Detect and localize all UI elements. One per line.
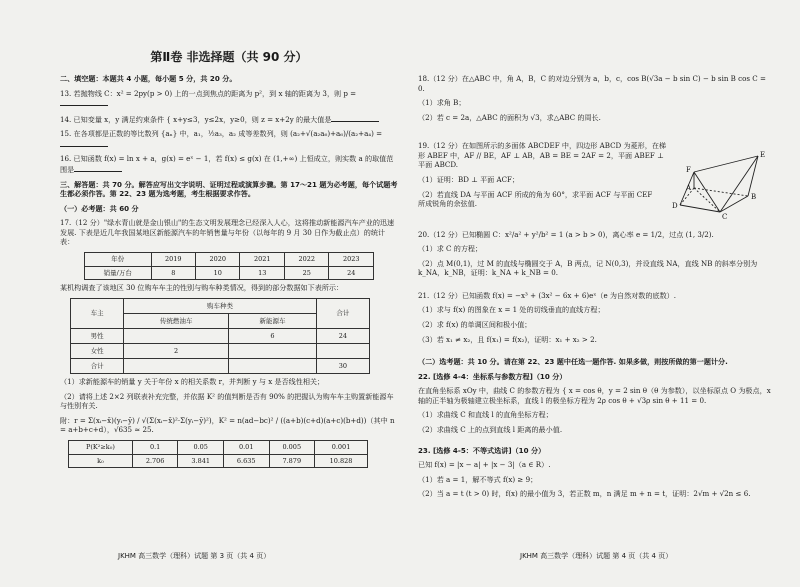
section-title: 第Ⅱ卷 非选择题（共 90 分）	[150, 50, 308, 64]
table-row: 传统燃油车 新能源车	[71, 313, 370, 328]
fill-in-heading: 二、填空题：本题共 4 小题，每小题 5 分，共 20 分。	[60, 74, 237, 83]
table-row: P(K²≥k₀) 0.1 0.05 0.01 0.005 0.001	[69, 440, 368, 454]
table-row: 女性 2	[71, 343, 370, 358]
appendix-formula: 附：r = Σ(xᵢ−x̄)(yᵢ−ȳ) / √(Σ(xᵢ−x̄)²·Σ(yᵢ−ȳ)²)，K² = n(ad−bc)² / ((a+b)(c+d)(a+c)(b+d))（其中 n = a+b+c+d），√635 ≈ 25.	[60, 415, 395, 435]
answer-blank	[60, 98, 108, 106]
question-21-part-2: （2）求 f(x) 的单调区间和极小值；	[418, 320, 532, 329]
question-19-part-2: （2）若直线 DA 与平面 ACF 所成的角为 60°，求平面 ACF 与平面 CEF 所成锐角的余弦值.	[418, 189, 653, 209]
table-row: 车主 购车种类 合计	[71, 298, 370, 313]
question-17-part-1: （1）求新能源车的销量 y 关于年份 x 的相关系数 r，并判断 y 与 x 是否线性相关；	[60, 376, 325, 386]
left-footer: JKHM 高三数学（理科）试题 第 3 页（共 4 页）	[118, 552, 271, 560]
question-17-survey: 某机构调查了该地区 30 位购车车主的性别与购车种类情况，得到的部分数据如下表所示：	[60, 283, 344, 293]
table-row: 年份 2019 2020 2021 2022 2023	[85, 252, 374, 266]
critical-value-table	[68, 440, 368, 469]
answer-blank	[74, 164, 122, 172]
question-18: 18.（12 分）在△ABC 中，角 A，B，C 的对边分别为 a，b，c，cos B(√3a − b sin C) − b sin B cos C = 0.	[418, 74, 766, 93]
solution-heading: 三、解答题：共 70 分。解答应写出文字说明、证明过程或演算步骤。第 17～21 题为必考题，每个试题考生都必须作答。第 22、23 题为选考题，考生根据要求作答。	[60, 179, 398, 199]
question-21: 21.（12 分）已知函数 f(x) = −x³ + (3x² − 6x + 6)eˣ（e 为自然对数的底数）.	[418, 290, 677, 300]
question-18-part-1: （1）求角 B；	[418, 98, 466, 108]
right-footer: JKHM 高三数学（理科）试题 第 4 页（共 4 页）	[520, 552, 673, 560]
question-20-part-1: （1）求 C 的方程；	[418, 244, 483, 254]
required-subheading: （一）必考题：共 60 分	[60, 203, 139, 213]
label-B: B	[751, 193, 757, 201]
question-20: 20.（12 分）已知椭圆 C：x²/a² + y²/b² = 1 (a > b > 0)，离心率 e = 1/2，过点 (1, 3/2).	[418, 229, 714, 239]
question-22-part-2: （2）求曲线 C 上的点到直线 l 距离的最小值.	[418, 424, 563, 434]
question-23-part-1: （1）若 a = 1，解不等式 f(x) ≥ 9；	[418, 474, 538, 484]
question-20-part-2: （2）点 M(0,1)，过 M 的直线与椭圆交于 A，B 两点，记 N(0,3)，并设直线 NA，直线 NB 的斜率分别为 k_NA，k_NB，证明：k_NA + k_NB = 0.	[418, 258, 758, 278]
question-22: 在直角坐标系 xOy 中，曲线 C 的参数方程为 { x = cos θ，y = 2 sin θ（θ 为参数），以坐标原点 O 为极点，x 轴的正半轴为极轴建立极坐标系，直线 l 的极坐标方程为 2ρ cos θ + √3ρ sin θ + 11 = 0.	[418, 386, 771, 405]
label-A: A	[686, 184, 692, 192]
question-18-part-2: （2）若 c = 2a，△ABC 的面积为 √3，求△ABC 的周长.	[418, 112, 601, 122]
question-19-part-1: （1）证明：BD ⊥ 平面 ACF；	[418, 174, 520, 184]
question-23-part-2: （2）当 a = t (t > 0) 时，f(x) 的最小值为 3，若正数 m，n 满足 m + n = t，证明：2√m + √2n ≤ 6.	[418, 489, 751, 499]
question-22-heading: 22. [选修 4-4：坐标系与参数方程]（10 分）	[418, 371, 567, 381]
question-13: 13. 若抛物线 C：x² = 2py(p > 0) 上的一点到焦点的距离为 p²，到 x 轴的距离为 3，则 p =	[60, 89, 398, 109]
label-C: C	[722, 213, 728, 220]
answer-blank	[60, 139, 108, 147]
contingency-table	[70, 298, 370, 374]
question-19: 19.（12 分）在如图所示的多面体 ABCDEF 中，四边形 ABCD 为菱形，在梯形 ABEF 中，AF // BE，AF ⊥ AB，AB = BE = 2AF = 2，平面 ABEF ⊥ 平面 ABCD.	[418, 141, 667, 170]
answer-blank	[331, 114, 379, 122]
table-row: 合计 30	[71, 358, 370, 373]
question-21-part-1: （1）求与 f(x) 的图象在 x = 1 处的切线垂直的直线方程；	[418, 305, 605, 315]
question-16: 16. 已知函数 f(x) = ln x + a，g(x) = eˣ − 1，若 f(x) ≤ g(x) 在 (1,+∞) 上恒成立，则实数 a 的取值范围是	[60, 154, 394, 174]
question-17-intro: 17.（12 分）"绿水青山就是金山银山"的生态文明发展理念已经深入人心，这将推动新能源汽车产业的迅速发展. 下表是近几年我国某地区新能源汽车的年销售量与年份（以每年的 9 月 30 日作为截止点）的统计表：	[60, 218, 395, 247]
question-15: 15. 在各项都是正数的等比数列 {aₙ} 中，a₁，½a₃，a₂ 成等差数列，则 (a₂+√(a₂a₆)+a₆)/(a₂+a₄) =	[60, 129, 398, 149]
table-row: k₀ 2.706 3.841 6.635 7.879 10.828	[69, 454, 368, 468]
question-23-heading: 23. [选修 4-5：不等式选讲]（10 分）	[418, 445, 546, 455]
question-22-part-1: （1）求曲线 C 和直线 l 的直角坐标方程；	[418, 410, 553, 420]
question-21-part-3: （3）若 x₁ ≠ x₂，且 f(x₁) = f(x₂)，证明：x₁ + x₂ > 2.	[418, 334, 597, 344]
elective-heading: （二）选考题：共 10 分。请在第 22、23 题中任选一题作答. 如果多做，则按所做的第一题计分.	[418, 357, 728, 367]
label-F: F	[686, 166, 691, 174]
table-row: 男性 6 24	[71, 328, 370, 343]
left-page	[60, 74, 398, 468]
label-D: D	[672, 202, 678, 210]
question-17-part-2: （2）请将上述 2×2 列联表补充完整，并依据 K² 的值判断是否有 90% 的把握认为购车车主购置新能源车与性别有关.	[60, 391, 394, 411]
table-row: 销量/万台 8 10 13 25 24	[85, 266, 374, 280]
question-14: 14. 已知变量 x，y 满足约束条件 { x+y≤3，y≤2x，y≥0，则 z = x+2y 的最大值是	[60, 114, 398, 125]
label-E: E	[760, 151, 766, 159]
right-page	[418, 74, 774, 504]
question-23: 已知 f(x) = |x − a| + |x − 3|（a ∈ R）.	[418, 460, 551, 470]
sales-table	[84, 252, 374, 281]
polyhedron-figure	[670, 150, 770, 220]
